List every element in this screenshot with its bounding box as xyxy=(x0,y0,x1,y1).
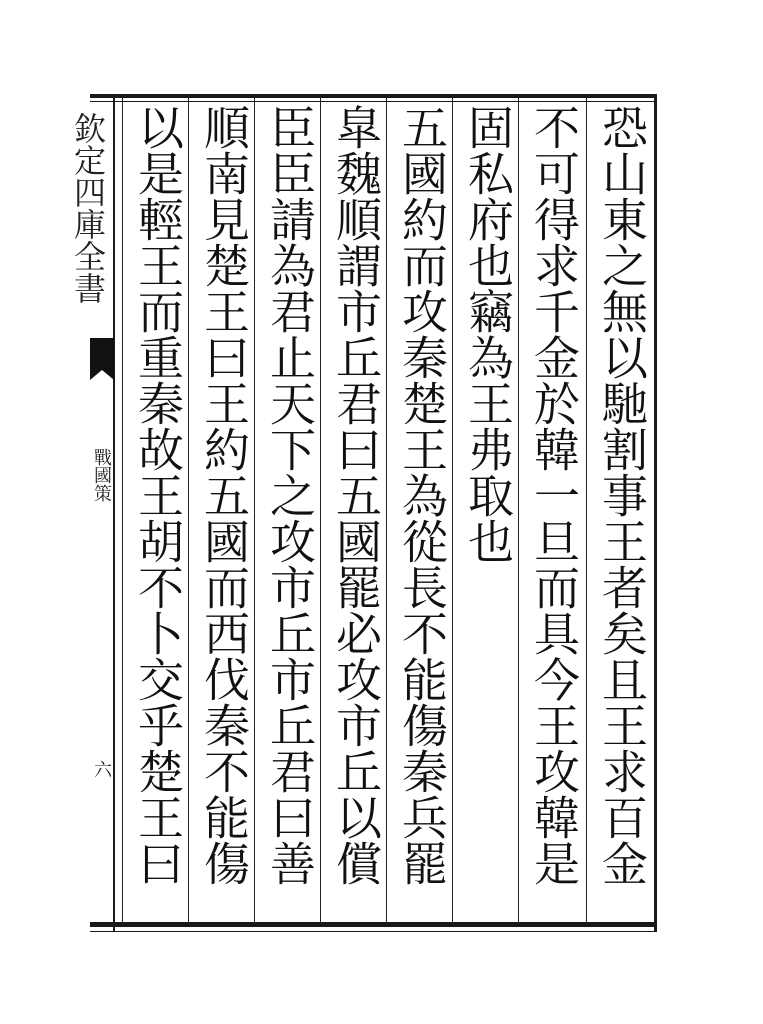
top-border-thin xyxy=(90,101,656,102)
text-column-6: 臣臣請為君止天下之攻市丘市丘君曰善 xyxy=(263,104,317,886)
text-column-7: 順南見楚王曰王約五國而西伐秦不能傷 xyxy=(197,104,251,886)
column-divider xyxy=(254,98,255,924)
column-divider xyxy=(452,98,453,924)
column-divider xyxy=(320,98,321,924)
margin-divider xyxy=(113,94,115,932)
column-divider xyxy=(188,98,189,924)
text-column-2: 不可得求千金於韓一旦而具今王攻韓是 xyxy=(527,104,581,886)
book-title: 欽定四庫全書 xyxy=(69,112,107,304)
column-divider xyxy=(518,98,519,924)
section-title: 戰國策 xyxy=(91,448,112,502)
bottom-border xyxy=(90,922,656,927)
column-divider xyxy=(122,98,123,924)
text-column-5: 皐魏順謂市丘君曰五國罷必攻市丘以償 xyxy=(329,104,383,886)
text-column-8: 以是輕王而重秦故王胡不卜交乎楚王曰 xyxy=(131,104,185,886)
page-number: 六 xyxy=(91,760,112,778)
text-column-4: 五國約而攻秦楚王為從長不能傷秦兵罷 xyxy=(395,104,449,886)
top-border xyxy=(90,94,656,98)
column-divider xyxy=(586,98,587,924)
bottom-border-thin xyxy=(90,931,656,932)
right-border xyxy=(654,94,657,932)
text-column-3: 固私府也竊為王弗取也 xyxy=(461,104,515,564)
column-divider xyxy=(386,98,387,924)
fishtail-mark-icon xyxy=(90,338,114,370)
text-column-1: 恐山東之無以馳割事王者矣且王求百金 xyxy=(595,104,649,886)
